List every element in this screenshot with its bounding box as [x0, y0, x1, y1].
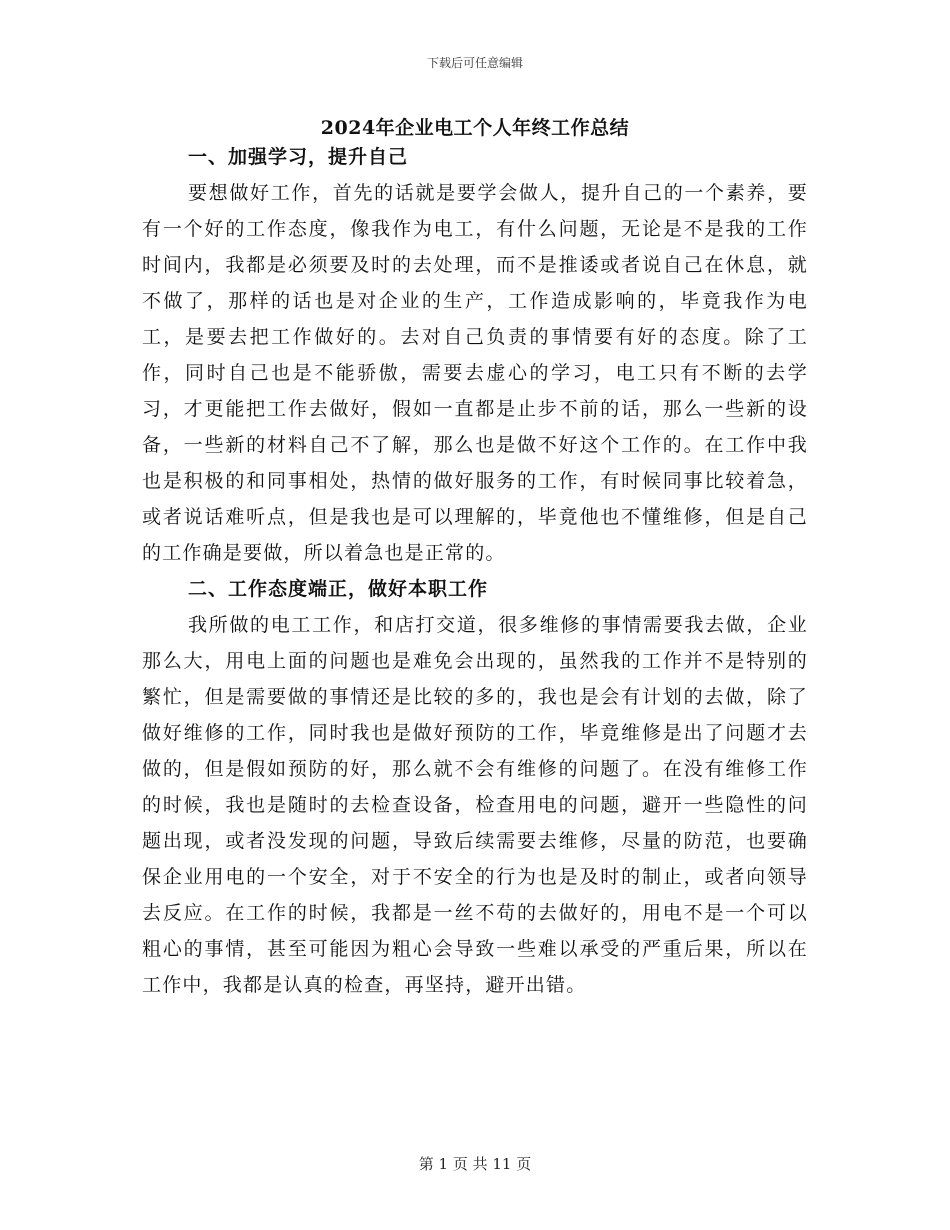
document-body	[142, 139, 808, 1003]
section-2-paragraph: 我所做的电工工作，和店打交道，很多维修的事情需要我去做，企业那么大，用电上面的问题也是难免会出现的，虽然我的工作并不是特别的繁忙，但是需要做的事情还是比较的多的，我也是会有计划的去做，除了做好维修的工作，同时我也是做好预防的工作，毕竟维修是出了问题才去做的，但是假如预防的好，那么就不会有维修的问题了。在没有维修工作的时候，我也是随时的去检查设备，检查用电的问题，避开一些隐性的问题出现，或者没发现的问题，导致后续需要去维修，尽量的防范，也要确保企业用电的一个安全，对于不安全的行为也是及时的制止，或者向领导去反应。在工作的时候，我都是一丝不苟的去做好的，用电不是一个可以粗心的事情，甚至可能因为粗心会导致一些难以承受的严重后果，所以在工作中，我都是认真的检查，再坚持，避开出错。	[142, 614, 808, 996]
document-title: 2024年企业电工个人年终工作总结	[320, 117, 630, 139]
page-number-footer: 第 1 页 共 11 页	[418, 1155, 532, 1173]
section-1-heading: 一、加强学习，提升自己	[188, 146, 409, 168]
page-header-note: 下载后可任意编辑	[426, 56, 523, 70]
section-2-heading: 二、工作态度端正，做好本职工作	[188, 578, 489, 600]
section-1-paragraph: 要想做好工作，首先的话就是要学会做人，提升自己的一个素养，要有一个好的工作态度，像我作为电工，有什么问题，无论是不是我的工作时间内，我都是必须要及时的去处理，而不是推诿或者说自己在休息，就不做了，那样的话也是对企业的生产，工作造成影响的，毕竟我作为电工，是要去把工作做好的。去对自己负责的事情要有好的态度。除了工作，同时自己也是不能骄傲，需要去虚心的学习，电工只有不断的去学习，才更能把工作去做好，假如一直都是止步不前的话，那么一些新的设备，一些新的材料自己不了解，那么也是做不好这个工作的。在工作中我也是积极的和同事相处，热情的做好服务的工作，有时候同事比较着急，或者说话难听点，但是我也是可以理解的，毕竟他也不懂维修，但是自己的工作确是要做，所以着急也是正常的。	[142, 182, 808, 564]
